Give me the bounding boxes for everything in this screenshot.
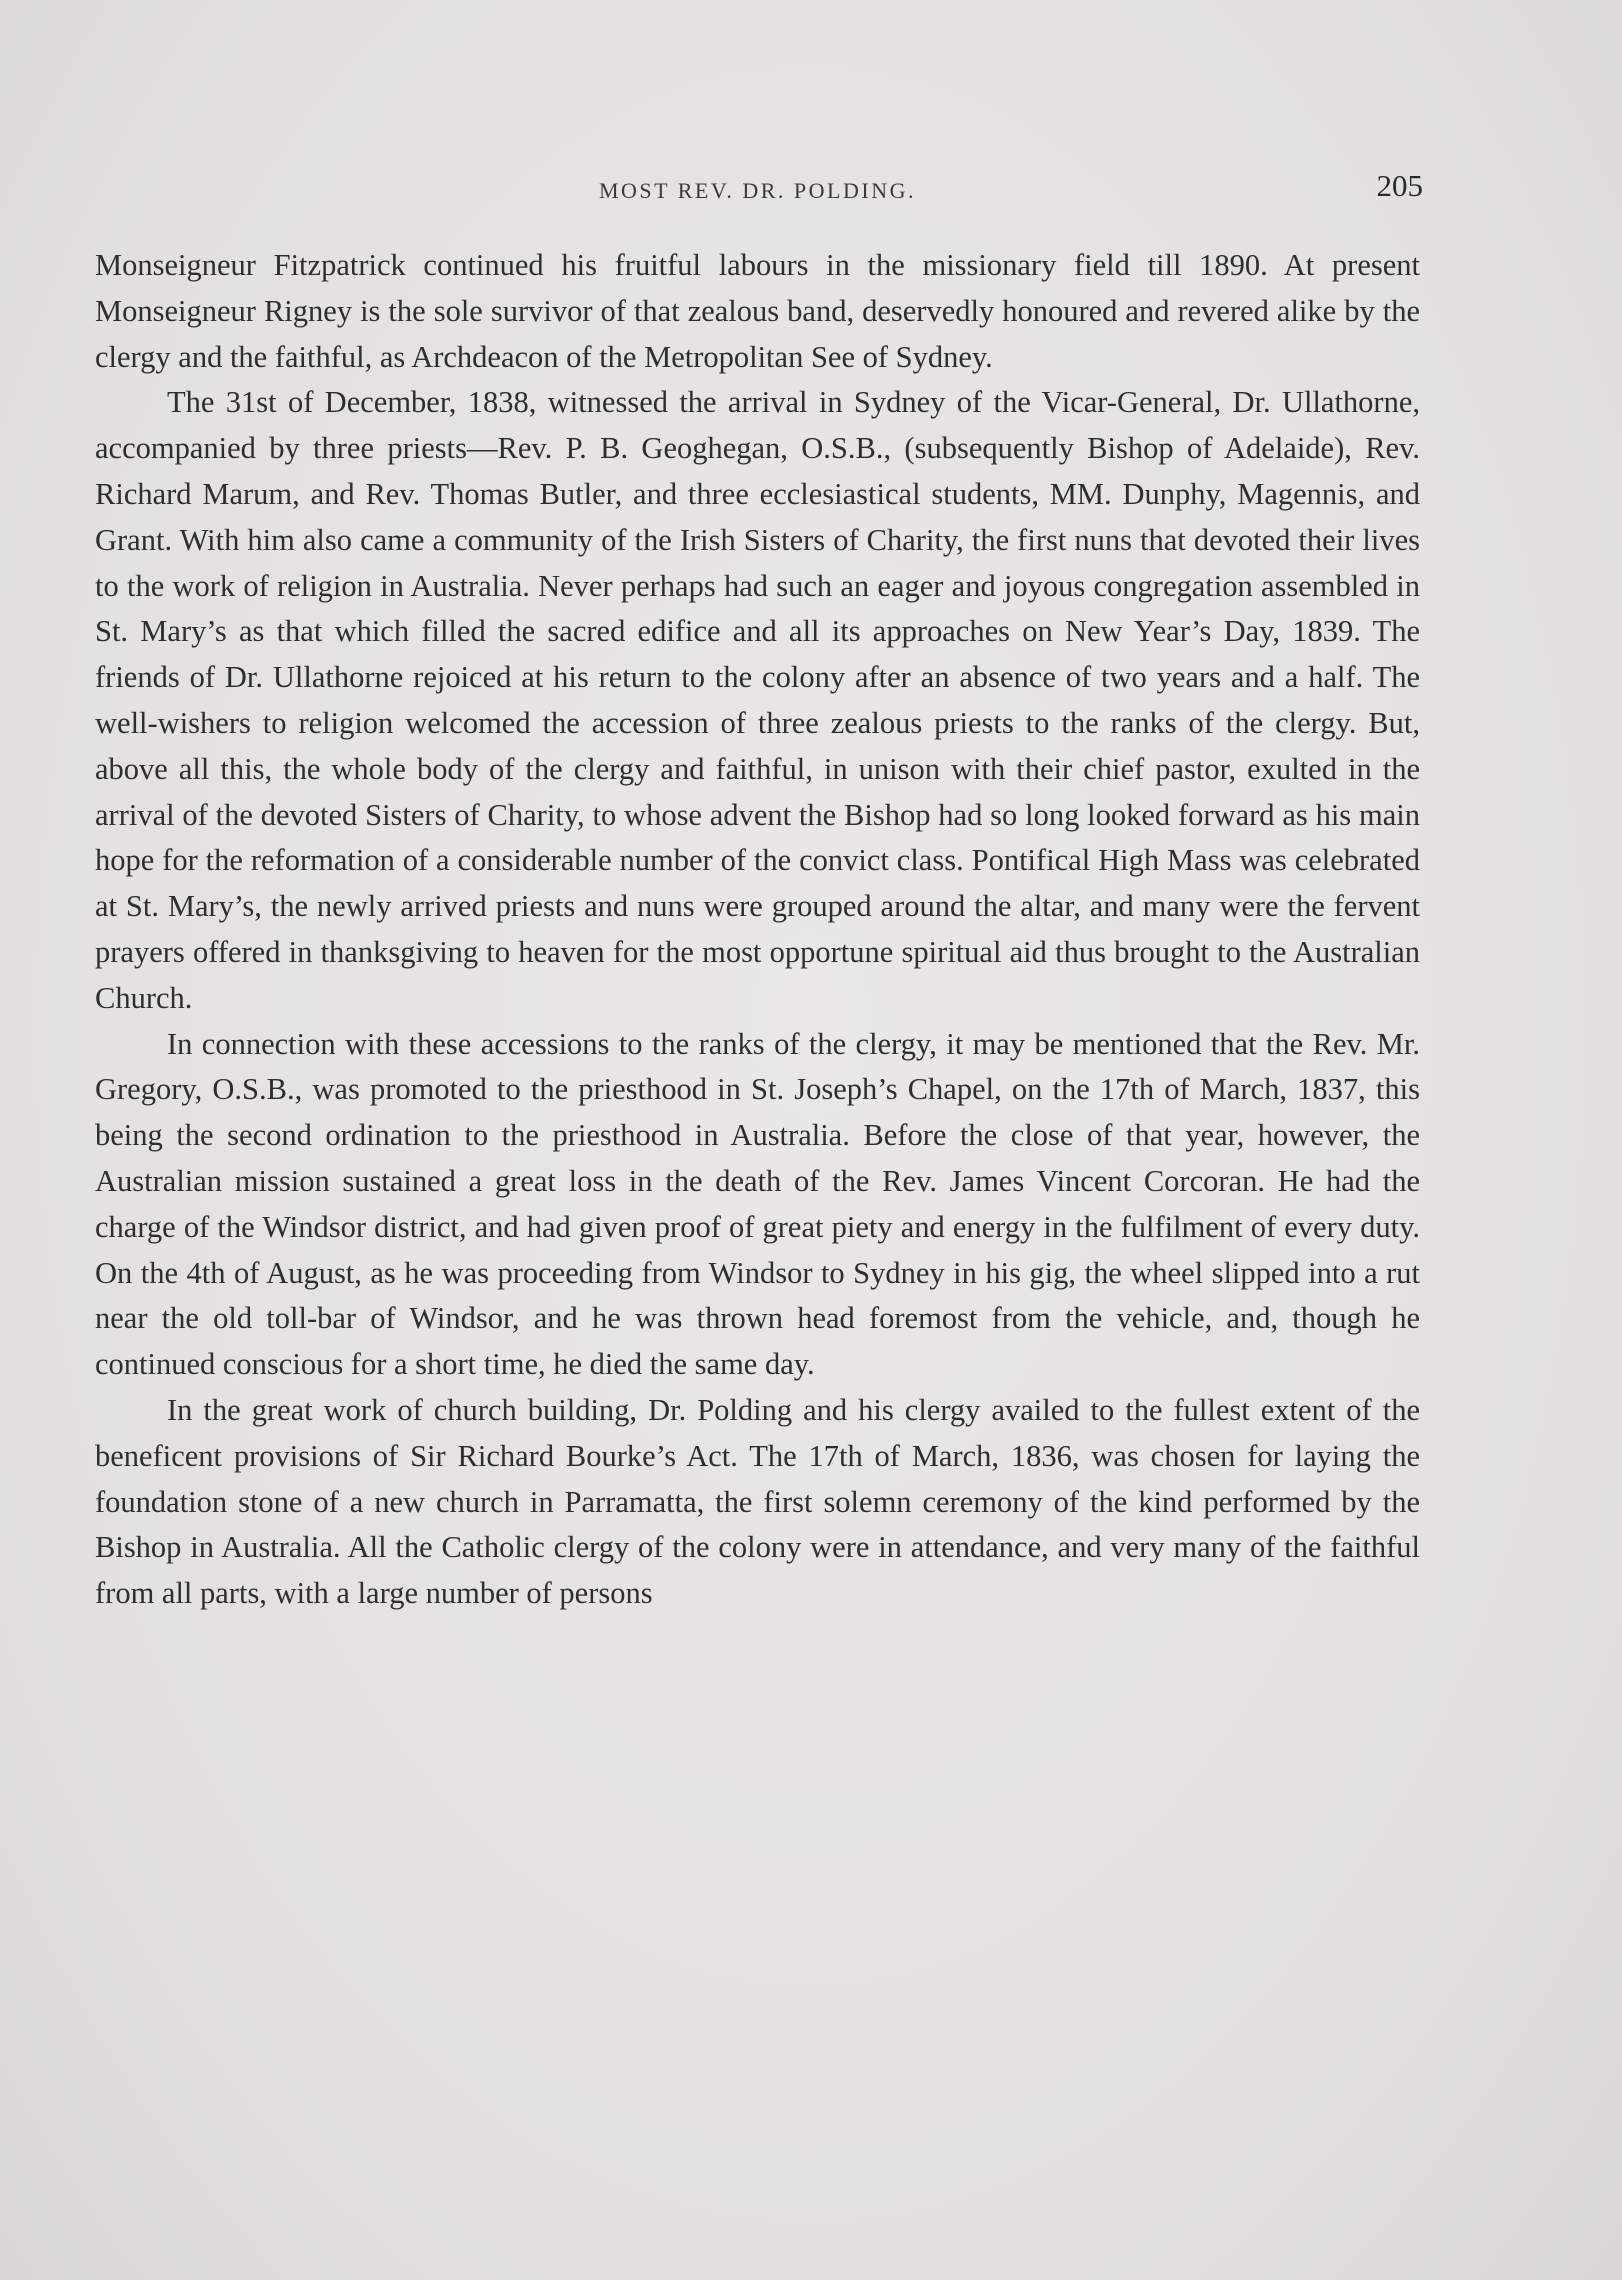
paragraph-3: In connection with these accessions to the ranks of the clergy, it may be mentioned that the Rev. Mr. Gregory, O.S.B., was promoted to the priesthood in St. Joseph’s Chapel, on the 17th of March, 1837, this being the second ordination to the priesthood in Australia. Before the close of that year, however, the Australian mission sustained a great loss in the death of the Rev. James Vincent Corcoran. He had the charge of the Windsor district, and had given proof of great piety and energy in the fulfilment of every duty. On the 4th of August, as he was proceeding from Windsor to Sydney in his gig, the wheel slipped into a rut near the old toll-bar of Windsor, and he was thrown head foremost from the vehicle, and, though he continued conscious for a short time, he died the same day. <box>95 1026 1420 1382</box>
running-head: MOST REV. DR. POLDING. <box>598 178 916 203</box>
body-text <box>95 243 1420 1617</box>
paragraph-1: Monseigneur Fitzpatrick continued his fruitful labours in the missionary field till 1890. At present Monseigneur Rigney is the sole survivor of that zealous band, deservedly honoured and revered alike by the clergy and the faithful, as Archdeacon of the Metropolitan See of Sydney. <box>95 248 1420 374</box>
paragraph-2: The 31st of December, 1838, witnessed the arrival in Sydney of the Vicar-General, Dr. Ullathorne, accompanied by three priests—Rev. P. B. Geoghegan, O.S.B., (subsequently Bishop of Adelaide), Rev. Richard Marum, and Rev. Thomas Butler, and three ecclesiastical students, MM. Dunphy, Magennis, and Grant. With him also came a community of the Irish Sisters of Charity, the first nuns that devoted their lives to the work of religion in Australia. Never perhaps had such an eager and joyous congregation assembled in St. Mary’s as that which filled the sacred edifice and all its approaches on New Year’s Day, 1839. The friends of Dr. Ullathorne rejoiced at his return to the colony after an absence of two years and a half. The well-wishers to religion welcomed the accession of three zealous priests to the ranks of the clergy. But, above all this, the whole body of the clergy and faithful, in unison with their chief pastor, exulted in the arrival of the devoted Sisters of Charity, to whose advent the Bishop had so long looked forward as his main hope for the reformation of a considerable number of the convict class. Pontifical High Mass was celebrated at St. Mary’s, the newly arrived priests and nuns were grouped around the altar, and many were the fervent prayers offered in thanksgiving to heaven for the most opportune spiritual aid thus brought to the Australian Church. <box>95 385 1420 1015</box>
paragraph-4: In the great work of church building, Dr. Polding and his clergy availed to the fullest extent of the beneficent provisions of Sir Richard Bourke’s Act. The 17th of March, 1836, was chosen for laying the foundation stone of a new church in Parramatta, the first solemn ceremony of the kind performed by the Bishop in Australia. All the Catholic clergy of the colony were in attendance, and very many of the faithful from all parts, with a large number of persons <box>95 1392 1420 1611</box>
page-header <box>95 164 1423 214</box>
page-number: 205 <box>1376 168 1423 203</box>
